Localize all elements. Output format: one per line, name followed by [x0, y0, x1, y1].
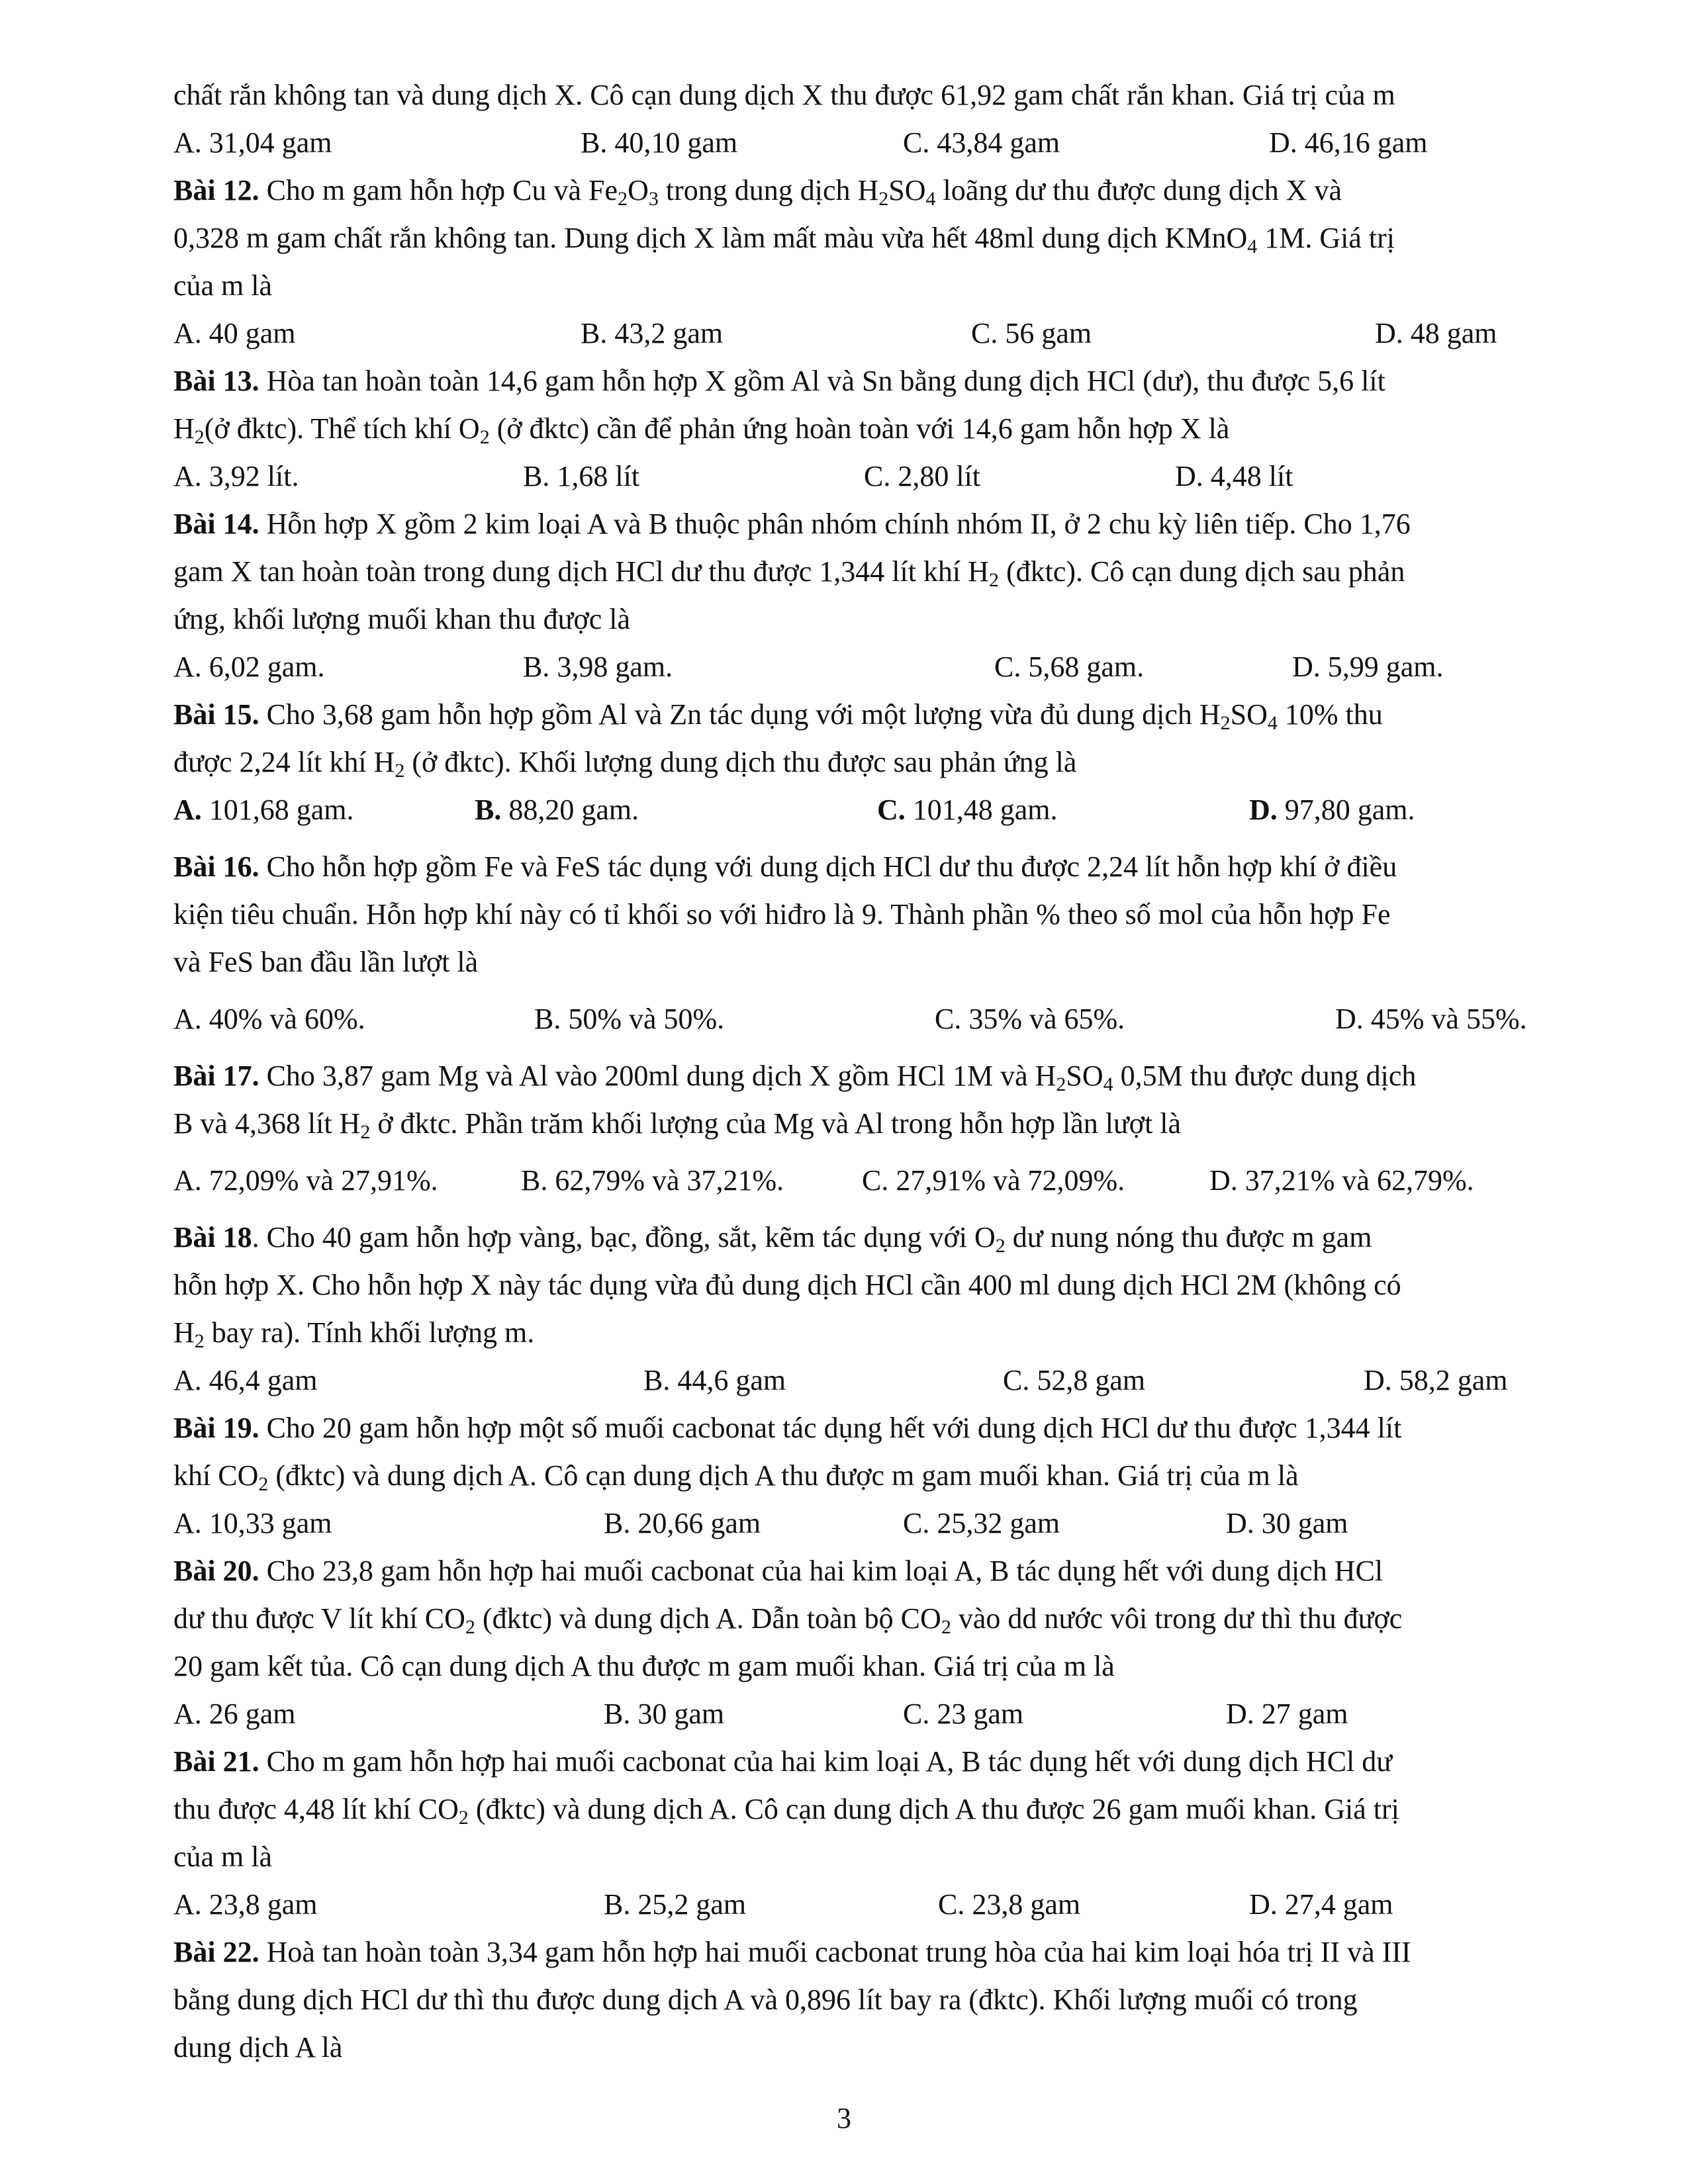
q13-options: [173, 453, 1590, 500]
q18-options: [173, 1357, 1590, 1404]
question-label: Bài 19.: [173, 1412, 259, 1444]
question-label: Bài 21.: [173, 1745, 259, 1778]
option-b: B. 40,10 gam: [581, 126, 738, 159]
question-22: Bài 22. Hoà tan hoàn toàn 3,34 gam hỗn hợp hai muối cacbonat trung hòa của hai kim loại hóa trị II và III: [173, 1936, 1411, 1968]
option-a: A. 40% và 60%.: [173, 1003, 365, 1035]
option-c: C. 27,91% và 72,09%.: [862, 1164, 1125, 1197]
q14-options: [173, 643, 1590, 691]
option-b: B. 44,6 gam: [643, 1364, 786, 1396]
question-13-line2: $H_2(ở$ đktc). Thể tích khí $O_2$ (ở đktc) cần để phản ứng hoàn toàn với 14,6 gam hỗn hợp X là: [173, 412, 1230, 448]
question-label: Bài 22.: [173, 1936, 259, 1968]
question-14-line3: ứng, khối lượng muối khan thu được là: [173, 603, 631, 635]
question-12: Bài 12. Cho m gam hỗn hợp Cu và $Fe_2O_3$ trong dung dịch $H_2SO_4$ loãng dư thu được dung dịch X và: [173, 174, 1342, 210]
question-15-line2: được 2,24 lít khí $H_2$ (ở đktc). Khối lượng dung dịch thu được sau phản ứng là: [173, 746, 1077, 782]
question-14-line2: gam X tan hoàn toàn trong dung dịch HCl dư thu được 1,344 lít khí $H_2$ (đktc). Cô cạn dung dịch sau phản: [173, 555, 1405, 591]
option-a: A. 6,02 gam.: [173, 651, 325, 683]
option-c: C. 43,84 gam: [903, 126, 1060, 159]
question-label: Bài 16.: [173, 850, 259, 883]
option-b: B. 88,20 gam.: [475, 794, 639, 826]
q15-options: [173, 786, 1590, 834]
option-a: A. 23,8 gam: [173, 1888, 318, 1921]
option-a: A. 26 gam: [173, 1698, 296, 1730]
option-d: D. 4,48 lít: [1175, 460, 1293, 492]
option-d: D. 45% và 55%.: [1335, 1003, 1527, 1035]
option-b: B. 3,98 gam.: [523, 651, 673, 683]
question-20: Bài 20. Cho 23,8 gam hỗn hợp hai muối cacbonat của hai kim loại A, B tác dụng hết với dung dịch HCl: [173, 1555, 1383, 1587]
intro-line: chất rắn không tan và dung dịch X. Cô cạn dung dịch X thu được 61,92 gam chất rắn khan. Giá trị của m: [173, 79, 1395, 111]
question-label: Bài 13.: [173, 365, 259, 397]
question-17: Bài 17. Cho 3,87 gam Mg và Al vào 200ml dung dịch X gồm HCl 1M và $H_2SO_4$ 0,5M thu được dung dịch: [173, 1060, 1417, 1095]
option-d: D. 97,80 gam.: [1249, 794, 1415, 826]
question-21-line2: thu được 4,48 lít khí $CO_2$ (đktc) và dung dịch A. Cô cạn dung dịch A thu được 26 gam muối khan. Giá trị: [173, 1793, 1399, 1829]
question-18-line3: $H_2$ bay ra). Tính khối lượng m.: [173, 1316, 535, 1352]
option-d: D. 48 gam: [1375, 317, 1497, 349]
question-16: Bài 16. Cho hỗn hợp gồm Fe và FeS tác dụng với dung dịch HCl dư thu được 2,24 lít hỗn hợp khí ở điều: [173, 850, 1397, 883]
option-b: B. 25,2 gam: [604, 1888, 747, 1921]
option-c: C. 2,80 lít: [864, 460, 981, 492]
option-a: A. 46,4 gam: [173, 1364, 318, 1396]
question-16-line2: kiện tiêu chuẩn. Hỗn hợp khí này có tỉ khối so với hiđro là 9. Thành phần % theo số mol của hỗn hợp Fe: [173, 898, 1391, 931]
question-label: Bài 17.: [173, 1060, 259, 1092]
option-a: A. 31,04 gam: [173, 126, 332, 159]
option-d: D. 58,2 gam: [1364, 1364, 1508, 1396]
option-c: C. 23,8 gam: [938, 1888, 1081, 1921]
option-c: C. 56 gam: [971, 317, 1092, 349]
question-13: Bài 13. Hòa tan hoàn toàn 14,6 gam hỗn hợp X gồm Al và Sn bằng dung dịch HCl (dư), thu được 5,6 lít: [173, 365, 1385, 397]
question-15: Bài 15. Cho 3,68 gam hỗn hợp gồm Al và Zn tác dụng với một lượng vừa đủ dung dịch $H_2SO_4$ 10% thu: [173, 698, 1383, 734]
option-d: D. 30 gam: [1226, 1507, 1348, 1539]
q12-options: [173, 310, 1590, 357]
option-c: C. 25,32 gam: [903, 1507, 1060, 1539]
option-a: A. 101,68 gam.: [173, 794, 354, 826]
question-19-line2: khí $CO_2$ (đktc) và dung dịch A. Cô cạn dung dịch A thu được m gam muối khan. Giá trị của m là: [173, 1459, 1299, 1495]
option-c: C. 35% và 65%.: [935, 1003, 1125, 1035]
q19-options: [173, 1500, 1590, 1547]
question-12-line2: 0,328 m gam chất rắn không tan. Dung dịch X làm mất màu vừa hết 48ml dung dịch KMnO$_4$ 1M. Giá trị: [173, 222, 1395, 257]
question-16-line3: và FeS ban đầu lần lượt là: [173, 946, 479, 978]
document-page: [173, 71, 1590, 2071]
option-d: D. 27 gam: [1226, 1698, 1348, 1730]
option-b: B. 62,79% và 37,21%.: [521, 1164, 784, 1197]
question-label: Bài 20.: [173, 1555, 259, 1587]
option-b: B. 30 gam: [604, 1698, 725, 1730]
page-number: 3: [837, 2102, 851, 2134]
question-18: Bài 18. Cho 40 gam hỗn hợp vàng, bạc, đồng, sắt, kẽm tác dụng với $O_2$ dư nung nóng thu được m gam: [173, 1221, 1372, 1257]
option-a: A. 3,92 lít.: [173, 460, 299, 492]
option-c: C. 52,8 gam: [1003, 1364, 1146, 1396]
option-b: B. 20,66 gam: [604, 1507, 761, 1539]
question-18-line2: hỗn hợp X. Cho hỗn hợp X này tác dụng vừa đủ dung dịch HCl cần 400 ml dung dịch HCl 2M (không có: [173, 1269, 1401, 1301]
option-a: A. 40 gam: [173, 317, 296, 349]
q16-options: [173, 995, 1590, 1043]
question-22-line3: dung dịch A là: [173, 2031, 343, 2064]
q21-options: [173, 1881, 1590, 1929]
option-d: D. 46,16 gam: [1269, 126, 1428, 159]
option-d: D. 37,21% và 62,79%.: [1209, 1164, 1474, 1197]
question-12-line3: của m là: [173, 269, 273, 302]
question-14: Bài 14. Hỗn hợp X gồm 2 kim loại A và B thuộc phân nhóm chính nhóm II, ở 2 chu kỳ liên tiếp. Cho 1,76: [173, 508, 1411, 540]
option-a: A. 72,09% và 27,91%.: [173, 1164, 438, 1197]
question-label: Bài 18: [173, 1221, 252, 1253]
option-c: C. 101,48 gam.: [877, 794, 1058, 826]
question-label: Bài 15.: [173, 698, 259, 731]
option-c: C. 23 gam: [903, 1698, 1024, 1730]
q11-options: [173, 119, 1590, 167]
question-label: Bài 14.: [173, 508, 259, 540]
question-20-line2: dư thu được V lít khí $CO_2$ (đktc) và dung dịch A. Dẫn toàn bộ $CO_2$ vào dd nước vôi trong dư thì thu được: [173, 1602, 1403, 1638]
question-21-line3: của m là: [173, 1841, 273, 1873]
question-17-line2: B và 4,368 lít $H_2$ ở đktc. Phần trăm khối lượng của Mg và Al trong hỗn hợp lần lượt là: [173, 1107, 1182, 1143]
question-21: Bài 21. Cho m gam hỗn hợp hai muối cacbonat của hai kim loại A, B tác dụng hết với dung dịch HCl dư: [173, 1745, 1393, 1778]
option-b: B. 1,68 lít: [523, 460, 640, 492]
option-c: C. 5,68 gam.: [994, 651, 1145, 683]
q17-options: [173, 1157, 1590, 1205]
q20-options: [173, 1690, 1590, 1738]
question-20-line3: 20 gam kết tủa. Cô cạn dung dịch A thu được m gam muối khan. Giá trị của m là: [173, 1650, 1115, 1682]
option-a: A. 10,33 gam: [173, 1507, 332, 1539]
option-b: B. 43,2 gam: [581, 317, 724, 349]
option-d: D. 27,4 gam: [1249, 1888, 1393, 1921]
option-d: D. 5,99 gam.: [1292, 651, 1444, 683]
question-19: Bài 19. Cho 20 gam hỗn hợp một số muối cacbonat tác dụng hết với dung dịch HCl dư thu được 1,344 lít: [173, 1412, 1402, 1444]
option-b: B. 50% và 50%.: [534, 1003, 725, 1035]
question-22-line2: bằng dung dịch HCl dư thì thu được dung dịch A và 0,896 lít bay ra (đktc). Khối lượng muối có trong: [173, 1983, 1358, 2016]
question-label: Bài 12.: [173, 174, 259, 206]
